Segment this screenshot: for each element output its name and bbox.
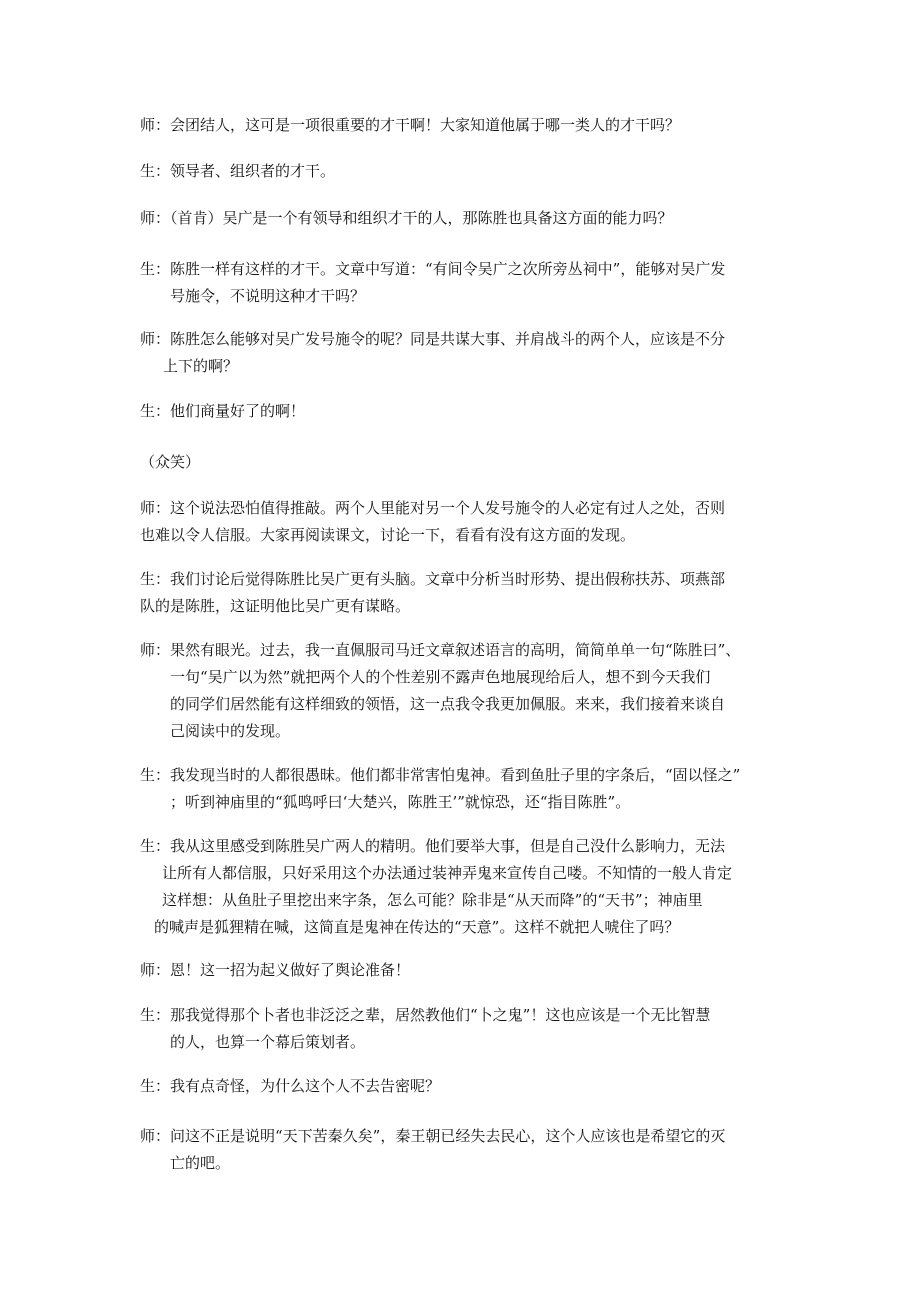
- dialogue-paragraph: [140, 1002, 800, 1056]
- dialogue-line: 这样想：从鱼肚子里挖出来字条，怎么可能？除非是“从天而降”的“天书”；神庙里: [162, 891, 703, 909]
- dialogue-line: 师：问这不正是说明“天下苦秦久矣”，秦王朝已经失去民心，这个人应该也是希望它的灭: [140, 1127, 726, 1145]
- dialogue-line: 上下的啊？: [163, 357, 239, 375]
- dialogue-paragraph: [140, 957, 800, 984]
- dialogue-line: 师：会团结人，这可是一项很重要的才干啊！大家知道他属于哪一类人的才干吗？: [140, 116, 681, 134]
- dialogue-line: 的喊声是狐狸精在喊，这简直是鬼神在传达的“天意”。这样不就把人唬住了吗？: [154, 918, 680, 936]
- dialogue-line: 师：（首肯）吴广是一个有领导和组织才干的人，那陈胜也具备这方面的能力吗？: [140, 209, 673, 227]
- dialogue-line: 师：恩！这一招为起义做好了舆论准备！: [140, 961, 411, 979]
- dialogue-paragraph: [140, 566, 800, 620]
- dialogue-paragraph: [140, 205, 800, 232]
- dialogue-paragraph: [140, 1123, 800, 1177]
- dialogue-paragraph: [140, 833, 800, 941]
- dialogue-paragraph: [140, 112, 800, 139]
- dialogue-line: 队的是陈胜，这证明他比吴广更有谋略。: [140, 597, 411, 615]
- dialogue-line: 的同学们居然能有这样细致的领悟，这一点我令我更加佩服。来来，我们接着来谈自: [170, 695, 726, 713]
- dialogue-line: 生：我从这里感受到陈胜吴广两人的精明。他们要举大事，但是自己没什么影响力，无法: [140, 837, 726, 855]
- dialogue-paragraph: [140, 256, 800, 310]
- dialogue-line: 己阅读中的发现。: [170, 722, 291, 740]
- dialogue-line: 亡的吧。: [170, 1154, 231, 1172]
- dialogue-line: 生：那我觉得那个卜者也非泛泛之辈，居然教他们“卜之鬼”！这也应该是一个无比智慧: [140, 1006, 711, 1024]
- dialogue-line: 一句“吴广以为然”就把两个人的个性差别不露声色地展现给后人，想不到今天我们: [170, 668, 711, 686]
- dialogue-line: 号施令，不说明这种才干吗？: [170, 287, 366, 305]
- dialogue-paragraph: [140, 158, 800, 185]
- dialogue-paragraph: [140, 637, 800, 745]
- dialogue-line: 师：这个说法恐怕值得推敲。两个人里能对另一个人发号施令的人必定有过人之处，否则: [140, 499, 726, 517]
- dialogue-line: ；听到神庙里的“狐鸣呼曰‘大楚兴，陈胜王’”就惊恐，还“指目陈胜”。: [170, 793, 631, 811]
- dialogue-line: 生：他们商量好了的啊！: [140, 402, 306, 420]
- dialogue-line: 生：陈胜一样有这样的才干。文章中写道：“有间令吴广之次所旁丛祠中”，能够对吴广发: [140, 260, 726, 278]
- dialogue-paragraph: [140, 398, 800, 425]
- dialogue-paragraph: [140, 495, 800, 549]
- dialogue-paragraph: [140, 1073, 800, 1100]
- dialogue-line: 生：我们讨论后觉得陈胜比吴广更有头脑。文章中分析当时形势、提出假称扶苏、项燕部: [140, 570, 726, 588]
- dialogue-line: 让所有人都信服，只好采用这个办法通过装神弄鬼来宣传自己喽。不知情的一般人肯定: [162, 864, 733, 882]
- dialogue-line: 也难以令人信服。大家再阅读课文，讨论一下，看看有没有这方面的发现。: [140, 526, 636, 544]
- dialogue-line: 师：果然有眼光。过去，我一直佩服司马迁文章叙述语言的高明，简简单单一句“陈胜曰”、: [140, 641, 741, 659]
- dialogue-line: 生：我发现当时的人都很愚昧。他们都非常害怕鬼神。看到鱼肚子里的字条后，“固以怪之”: [140, 766, 741, 784]
- dialogue-line: 师：陈胜怎么能够对吴广发号施令的呢？同是共谋大事、并肩战斗的两个人，应该是不分: [140, 330, 726, 348]
- dialogue-paragraph: [140, 449, 800, 476]
- dialogue-line: 生：我有点奇怪，为什么这个人不去告密呢？: [140, 1077, 441, 1095]
- dialogue-line: 的人，也算一个幕后策划者。: [170, 1033, 366, 1051]
- stage-direction: （众笑）: [140, 453, 201, 471]
- dialogue-paragraph: [140, 762, 800, 816]
- dialogue-line: 生：领导者、组织者的才干。: [140, 162, 336, 180]
- dialogue-paragraph: [140, 326, 800, 380]
